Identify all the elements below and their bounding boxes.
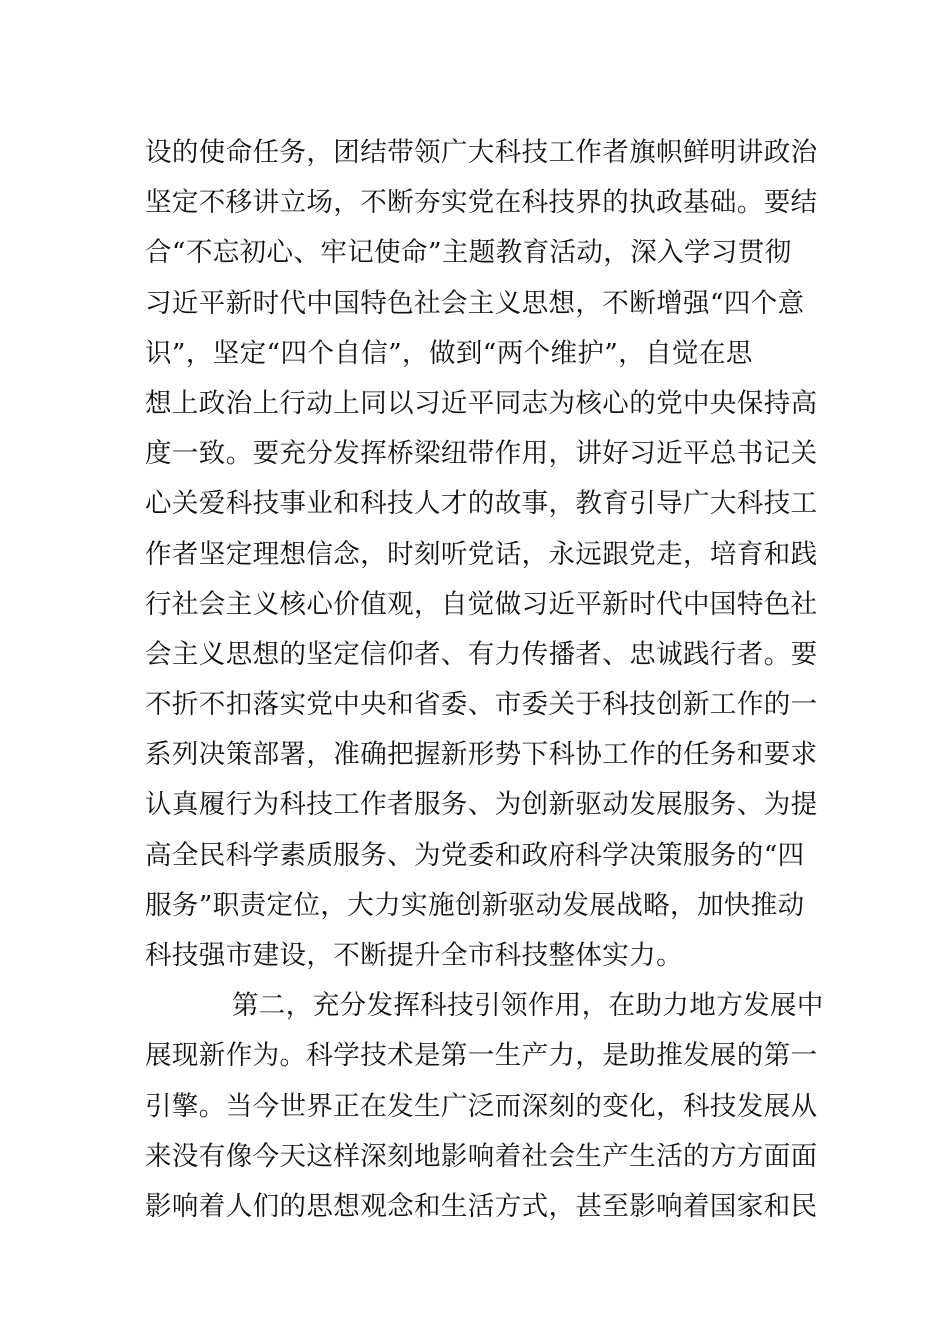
text-line: 认真履行为科技工作者服务、为创新驱动发展服务、为提	[145, 789, 818, 821]
body-text	[145, 128, 845, 1232]
text-line: 不折不扣落实党中央和省委、市委关于科技创新工作的一	[145, 689, 818, 721]
text-line: 心关爱科技事业和科技人才的故事，教育引导广大科技工	[145, 488, 818, 520]
text-line: 习近平新时代中国特色社会主义思想，不断增强“四个意	[145, 287, 805, 319]
text-line: 系列决策部署，准确把握新形势下科协工作的任务和要求	[145, 739, 818, 771]
text-line: 设的使命任务，团结带领广大科技工作者旗帜鲜明讲政治	[145, 137, 818, 168]
text-line: 科技强市建设，不断提升全市科技整体实力。	[145, 940, 683, 971]
text-line: 会主义思想的坚定信仰者、有力传播者、忠诚践行者。要	[145, 638, 818, 670]
text-line: 识”，坚定“四个自信”，做到“两个维护”，自觉在思	[145, 337, 753, 369]
text-line: 展现新作为。科学技术是第一生产力，是助推发展的第一	[145, 1040, 818, 1072]
text-line: 作者坚定理想信念，时刻听党话，永远跟党走，培育和践	[145, 538, 818, 570]
text-line: 影响着人们的思想观念和生活方式，甚至影响着国家和民	[145, 1190, 818, 1222]
text-line: 高全民科学素质服务、为党委和政府科学决策服务的“四	[145, 839, 805, 871]
text-line: 想上政治上行动上同以习近平同志为核心的党中央保持高	[145, 387, 818, 419]
text-line: 度一致。要充分发挥桥梁纽带作用，讲好习近平总书记关	[145, 438, 818, 470]
text-line: 坚定不移讲立场，不断夯实党在科技界的执政基础。要结	[145, 187, 818, 219]
text-line: 合“不忘初心、牢记使命”主题教育活动，深入学习贯彻	[145, 237, 792, 269]
text-line: 来没有像今天这样深刻地影响着社会生产生活的方方面面	[145, 1140, 818, 1172]
text-line: 服务”职责定位，大力实施创新驱动发展战略，加快推动	[145, 889, 805, 921]
text-line: 行社会主义核心价值观，自觉做习近平新时代中国特色社	[145, 588, 818, 620]
paragraph-start-line: 第二，充分发挥科技引领作用，在助力地方发展中	[232, 990, 824, 1022]
text-line: 引擎。当今世界正在发生广泛而深刻的变化，科技发展从	[145, 1090, 818, 1122]
